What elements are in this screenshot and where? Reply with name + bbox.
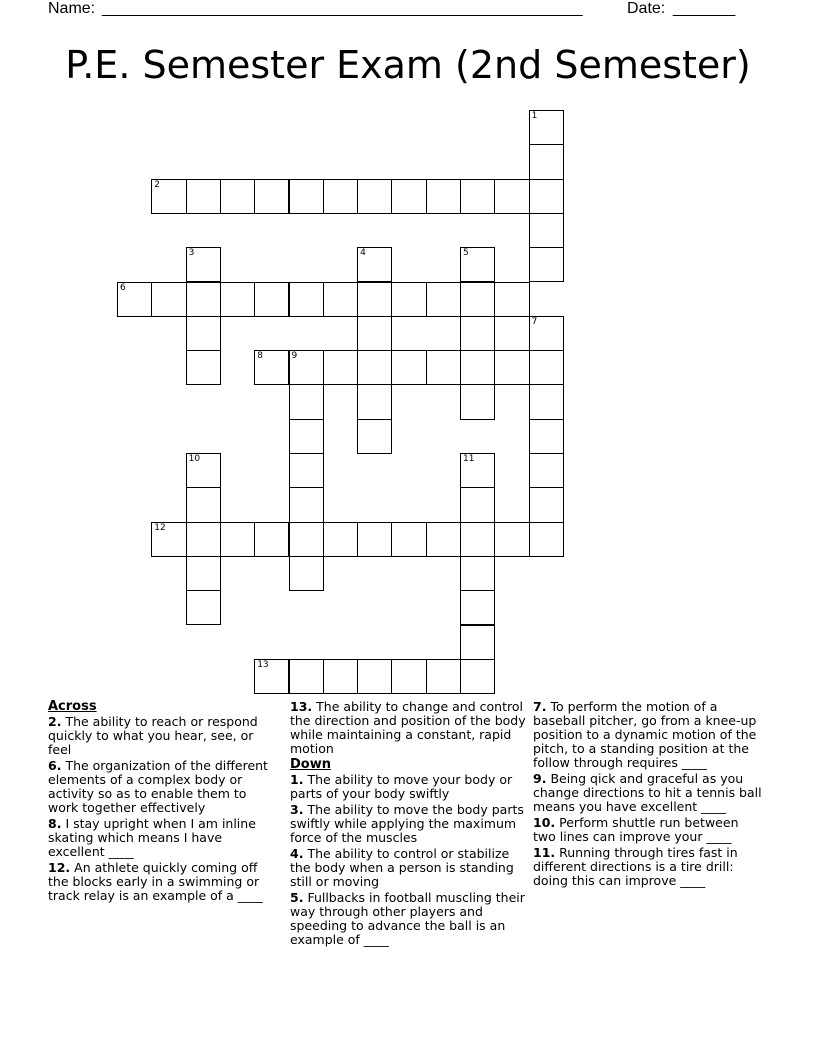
crossword-cell[interactable] — [151, 522, 186, 557]
across-clue — [48, 715, 276, 757]
crossword-cell[interactable] — [186, 487, 221, 522]
down-clue — [290, 891, 526, 947]
clue-text: Fullbacks in football muscling their way through other players and speeding to advance the ball is an example of ____ — [290, 890, 525, 947]
crossword-cell[interactable] — [391, 522, 426, 557]
crossword-cell[interactable] — [186, 247, 221, 282]
crossword-cell[interactable] — [186, 316, 221, 351]
clue-number-label: 6 — [120, 282, 126, 293]
clue-text: I stay upright when I am inline skating which means I have excellent ____ — [48, 816, 256, 859]
crossword-cell[interactable] — [529, 110, 564, 145]
clue-text: The ability to move the body parts swiftly while applying the maximum force of the muscles — [290, 802, 524, 845]
crossword-cell[interactable] — [254, 659, 289, 694]
crossword-cell[interactable] — [460, 316, 495, 351]
crossword-cell[interactable] — [289, 179, 324, 214]
crossword-cell[interactable] — [323, 350, 358, 385]
crossword-cell[interactable] — [151, 179, 186, 214]
crossword-cell[interactable] — [529, 316, 564, 351]
down-clue — [533, 846, 765, 888]
crossword-cell[interactable] — [323, 659, 358, 694]
page-title: P.E. Semester Exam (2nd Semester) — [65, 43, 751, 87]
across-clue — [48, 861, 276, 903]
crossword-cell[interactable] — [357, 659, 392, 694]
crossword-cell[interactable] — [529, 487, 564, 522]
crossword-cell[interactable] — [426, 350, 461, 385]
clue-number: 11. — [533, 845, 556, 860]
across-clue — [48, 759, 276, 815]
down-clue — [290, 847, 526, 889]
crossword-cell[interactable] — [460, 522, 495, 557]
crossword-cell[interactable] — [460, 384, 495, 419]
clue-text: The ability to reach or respond quickly to what you hear, see, or feel — [48, 714, 258, 757]
crossword-cell[interactable] — [494, 179, 529, 214]
down-clue — [533, 700, 765, 770]
crossword-cell[interactable] — [289, 384, 324, 419]
clue-number: 10. — [533, 815, 556, 830]
crossword-cell[interactable] — [186, 179, 221, 214]
crossword-cell[interactable] — [357, 179, 392, 214]
crossword-cell[interactable] — [460, 625, 495, 660]
crossword-cell[interactable] — [254, 522, 289, 557]
clue-text: Being qick and graceful as you change directions to hit a tennis ball means you have excellent ____ — [533, 771, 762, 814]
crossword-cell[interactable] — [391, 179, 426, 214]
crossword-cell[interactable] — [460, 590, 495, 625]
crossword-cell[interactable] — [289, 453, 324, 488]
crossword-cell[interactable] — [357, 522, 392, 557]
crossword-cell[interactable] — [529, 453, 564, 488]
across-clue — [290, 700, 526, 756]
crossword-cell[interactable] — [254, 350, 289, 385]
clue-text: Running through tires fast in different directions is a tire drill: doing this can improve ____ — [533, 845, 738, 888]
crossword-cell[interactable] — [357, 419, 392, 454]
down-clue — [533, 816, 765, 844]
across-heading: Across — [48, 699, 97, 714]
clue-text: An athlete quickly coming off the blocks early in a swimming or track relay is an example of a ____ — [48, 860, 263, 903]
clue-number-label: 13 — [257, 659, 269, 670]
crossword-cell[interactable] — [323, 522, 358, 557]
clue-number-label: 9 — [291, 351, 298, 362]
clue-number-label: 12 — [154, 522, 166, 533]
clue-number-label: 8 — [257, 351, 263, 362]
crossword-cell[interactable] — [426, 522, 461, 557]
header — [48, 0, 748, 20]
crossword-cell[interactable] — [323, 282, 358, 317]
clues-column-2 — [290, 700, 526, 949]
clue-number: 8. — [48, 816, 62, 831]
crossword-cell[interactable] — [494, 282, 529, 317]
clue-number-label: 10 — [188, 454, 201, 464]
clue-number-label: 11 — [463, 454, 475, 464]
crossword-cell[interactable] — [220, 282, 255, 317]
across-clue — [48, 817, 276, 859]
clue-number-label: 3 — [188, 248, 195, 259]
clue-number: 1. — [290, 772, 304, 787]
crossword-cell[interactable] — [289, 659, 324, 694]
crossword-cell[interactable] — [357, 350, 392, 385]
crossword-cell[interactable] — [460, 659, 495, 694]
clue-number: 2. — [48, 714, 62, 729]
crossword-cell[interactable] — [357, 247, 392, 282]
down-clue — [290, 773, 526, 801]
crossword-cell[interactable] — [357, 384, 392, 419]
crossword-cell[interactable] — [254, 282, 289, 317]
crossword-cell[interactable] — [186, 590, 221, 625]
clues-column-1 — [48, 700, 276, 905]
crossword-cell[interactable] — [391, 659, 426, 694]
clue-number-label: 2 — [154, 179, 161, 190]
clue-number: 12. — [48, 860, 71, 875]
name-label: Name: — [48, 0, 96, 17]
clue-number-label: 1 — [531, 111, 538, 121]
crossword-cell[interactable] — [289, 556, 324, 591]
crossword-cell[interactable] — [254, 179, 289, 214]
crossword-cell[interactable] — [289, 419, 324, 454]
crossword-cell[interactable] — [529, 384, 564, 419]
clue-number: 13. — [290, 699, 313, 714]
crossword-cell[interactable] — [529, 247, 564, 282]
crossword-cell[interactable] — [186, 453, 221, 488]
crossword-cell[interactable] — [529, 213, 564, 248]
clue-number: 5. — [290, 890, 304, 905]
date-label: Date: — [627, 0, 666, 17]
clue-text: Perform shuttle run between two lines can improve your ____ — [533, 815, 739, 844]
down-clue — [533, 772, 765, 814]
crossword-cell[interactable] — [460, 282, 495, 317]
clue-number: 3. — [290, 802, 304, 817]
crossword-cell[interactable] — [494, 350, 529, 385]
crossword-cell[interactable] — [460, 556, 495, 591]
down-heading: Down — [290, 757, 331, 772]
crossword-cell[interactable] — [117, 282, 152, 317]
crossword-cell[interactable] — [220, 522, 255, 557]
clue-text: To perform the motion of a baseball pitcher, go from a knee-up position to a dynamic motion of the pitch, to a standing position at the follow through requires ____ — [533, 699, 757, 770]
crossword-cell[interactable] — [391, 350, 426, 385]
crossword-cell[interactable] — [357, 282, 392, 317]
crossword-cell[interactable] — [186, 556, 221, 591]
clue-number: 4. — [290, 846, 304, 861]
crossword-cell[interactable] — [186, 522, 221, 557]
crossword-cell[interactable] — [460, 453, 495, 488]
clue-number-label: 5 — [463, 248, 469, 259]
clue-number-label: 4 — [360, 248, 366, 259]
crossword-cell[interactable] — [220, 179, 255, 214]
crossword-cell[interactable] — [289, 487, 324, 522]
name-field[interactable]: ______________________________________________________ — [102, 0, 583, 17]
clue-text: The ability to change and control the direction and position of the body while maintaining a constant, rapid motion — [290, 699, 526, 756]
down-clue — [290, 803, 526, 845]
clues-column-3 — [533, 700, 765, 890]
clue-text: The ability to control or stabilize the body when a person is standing still or moving — [290, 846, 514, 889]
crossword-cell[interactable] — [494, 522, 529, 557]
crossword-cell[interactable] — [186, 350, 221, 385]
crossword-cell[interactable] — [391, 282, 426, 317]
crossword-cell[interactable] — [289, 350, 324, 385]
crossword-cell[interactable] — [460, 350, 495, 385]
crossword-cell[interactable] — [426, 659, 461, 694]
crossword-cell[interactable] — [426, 282, 461, 317]
crossword-cell[interactable] — [426, 179, 461, 214]
clue-text: The ability to move your body or parts of your body swiftly — [290, 772, 513, 801]
crossword-cell[interactable] — [529, 419, 564, 454]
clue-number: 7. — [533, 699, 547, 714]
crossword-cell[interactable] — [460, 179, 495, 214]
crossword-cell[interactable] — [289, 522, 324, 557]
crossword-cell[interactable] — [529, 144, 564, 179]
crossword-cell[interactable] — [460, 247, 495, 282]
crossword-cell[interactable] — [186, 282, 221, 317]
crossword-cell[interactable] — [529, 179, 564, 214]
crossword-cell[interactable] — [289, 282, 324, 317]
crossword-cell[interactable] — [529, 522, 564, 557]
date-field[interactable]: _______ — [673, 0, 736, 17]
crossword-cell[interactable] — [460, 487, 495, 522]
crossword-cell[interactable] — [151, 282, 186, 317]
clue-number: 9. — [533, 771, 547, 786]
crossword-cell[interactable] — [357, 316, 392, 351]
crossword-cell[interactable] — [323, 179, 358, 214]
clue-number-label: 7 — [531, 316, 538, 327]
clue-number: 6. — [48, 758, 62, 773]
crossword-cell[interactable] — [529, 350, 564, 385]
clue-text: The organization of the different elements of a complex body or activity so as to enable them to work together effectively — [48, 758, 268, 815]
